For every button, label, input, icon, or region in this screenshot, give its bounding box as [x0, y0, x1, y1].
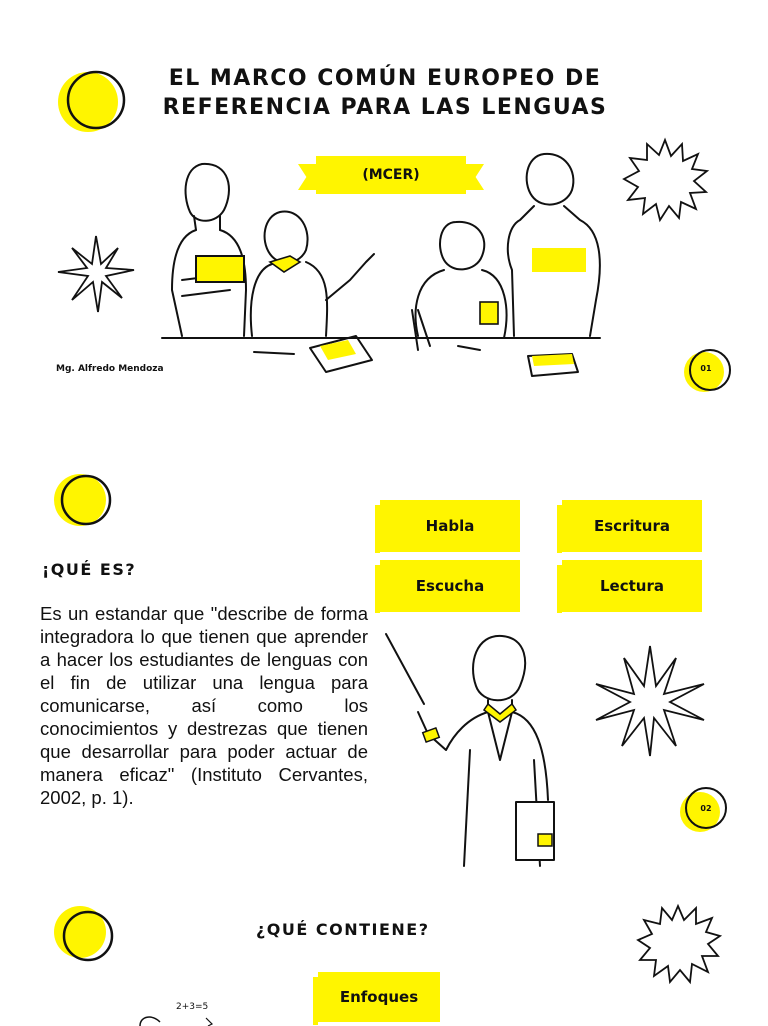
- decorative-circle-icon: [56, 472, 116, 532]
- doodle-sketch-icon: [136, 1006, 226, 1026]
- page-number-badge: [684, 346, 728, 390]
- sparkle-star-icon: [56, 234, 136, 314]
- page-number-badge: [680, 782, 724, 826]
- skill-label: Escritura: [594, 517, 670, 535]
- skill-box-escritura: [562, 500, 702, 552]
- section-heading: ¡QUÉ ES?: [42, 560, 137, 579]
- skill-label: Habla: [425, 517, 475, 535]
- subtitle-label: (MCER): [362, 167, 420, 183]
- skill-label: Lectura: [600, 577, 664, 595]
- skill-box-lectura: [562, 560, 702, 612]
- skill-box-escucha: [380, 560, 520, 612]
- section-heading: ¿QUÉ CONTIENE?: [256, 920, 430, 939]
- math-doodle: 2+3=5: [176, 1002, 209, 1012]
- starburst-icon: [636, 904, 720, 984]
- enfoques-label: Enfoques: [339, 988, 419, 1006]
- page-number: 02: [700, 803, 712, 813]
- skill-box-habla: [380, 500, 520, 552]
- students-group-illustration: [160, 150, 610, 382]
- decorative-circle-icon: [56, 904, 116, 964]
- starburst-icon: [622, 138, 708, 222]
- page-number: 01: [700, 363, 712, 373]
- teacher-illustration: [384, 630, 574, 866]
- decorative-circle-icon: [54, 64, 130, 140]
- definition-paragraph: Es un estandar que "describe de forma integradora lo que tienen que aprender a hacer los estudiantes de lenguas con el fin de utilizar una lengua para comunicarse, así como los conocimientos y destrezas que tienen que desarrollar para poder actuar de manera eficaz" (Instituto Cervantes, 2002, p. 1).: [40, 603, 368, 808]
- author-name: Mg. Alfredo Mendoza: [56, 364, 164, 374]
- sparkle-star-icon: [592, 644, 708, 758]
- skill-label: Escucha: [415, 577, 485, 595]
- enfoques-box: [318, 972, 440, 1022]
- page-title: EL MARCO COMÚN EUROPEO DE REFERENCIA PARA LAS LENGUAS: [162, 66, 608, 120]
